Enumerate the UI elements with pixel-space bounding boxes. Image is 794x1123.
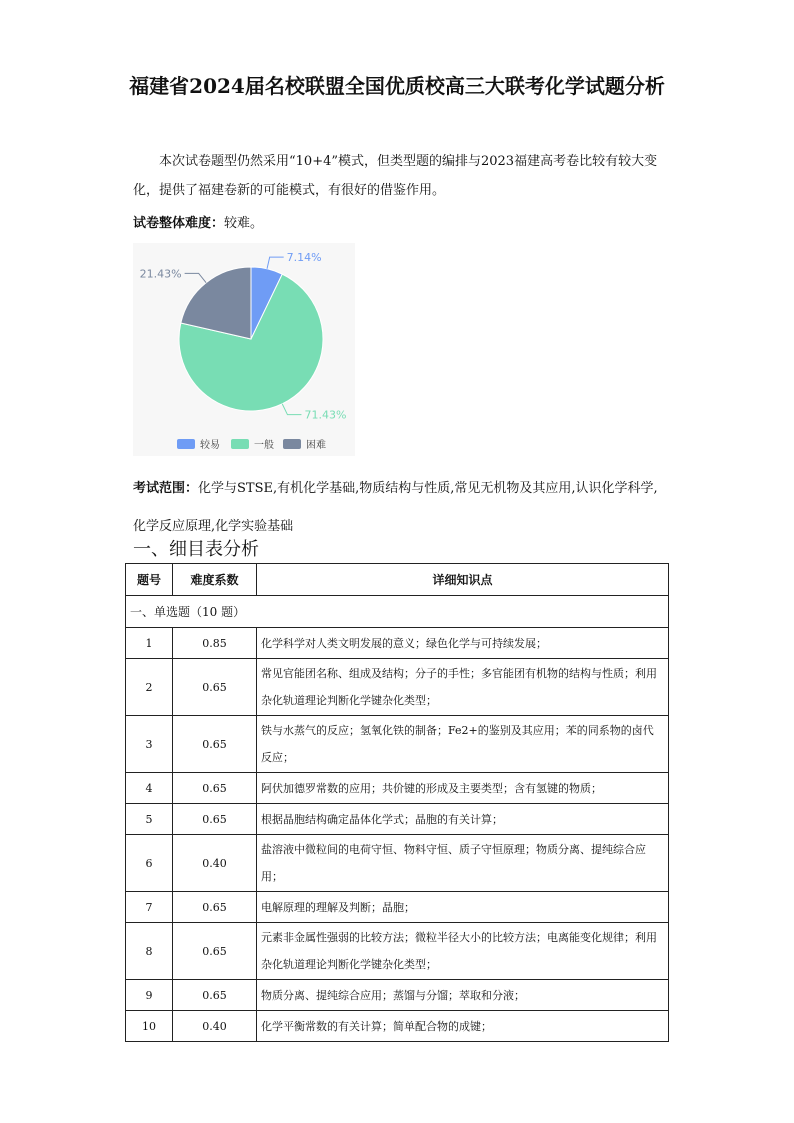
section-heading: 一、细目表分析: [133, 539, 259, 560]
pie-label-1: 71.43%: [304, 408, 347, 422]
row-coef: 0.65: [173, 659, 257, 716]
row-knowledge: 化学平衡常数的有关计算；简单配合物的成键；: [257, 1011, 669, 1042]
row-coef: 0.65: [173, 923, 257, 980]
difficulty-line: [133, 212, 263, 236]
row-coef: 0.65: [173, 773, 257, 804]
header-coef: 难度系数: [173, 564, 257, 596]
row-num: 9: [126, 980, 173, 1011]
row-num: 3: [126, 716, 173, 773]
row-knowledge: 根据晶胞结构确定晶体化学式；晶胞的有关计算；: [257, 804, 669, 835]
legend-label-0: 较易: [200, 440, 220, 451]
row-num: 6: [126, 835, 173, 892]
row-coef: 0.40: [173, 835, 257, 892]
pie-label-0: 7.14%: [286, 251, 322, 265]
row-knowledge: 元素非金属性强弱的比较方法；微粒半径大小的比较方法；电离能变化规律；利用杂化轨道理论判断化学键杂化类型；: [257, 923, 669, 980]
intro-paragraph: 本次试卷题型仍然采用“10+4”模式，但类型题的编排与2023福建高考卷比较有较大变化，提供了福建卷新的可能模式，有很好的借鉴作用。: [133, 154, 658, 198]
row-knowledge: 盐溶液中微粒间的电荷守恒、物料守恒、质子守恒原理；物质分离、提纯综合应用；: [257, 835, 669, 892]
row-num: 1: [126, 628, 173, 659]
row-coef: 0.65: [173, 804, 257, 835]
table-row: [126, 804, 669, 835]
row-knowledge: 电解原理的理解及判断；晶胞；: [257, 892, 669, 923]
group-label: 一、单选题（10 题）: [126, 596, 669, 628]
row-num: 2: [126, 659, 173, 716]
table-row: [126, 628, 669, 659]
table-row: [126, 659, 669, 716]
row-coef: 0.85: [173, 628, 257, 659]
legend-swatch-2: [283, 439, 301, 449]
row-num: 7: [126, 892, 173, 923]
row-knowledge: 阿伏加德罗常数的应用；共价键的形成及主要类型；含有氢键的物质；: [257, 773, 669, 804]
legend-label-2: 困难: [306, 440, 326, 451]
pie-leader-2: [185, 273, 206, 282]
row-coef: 0.65: [173, 716, 257, 773]
document-title: 福建省2024届名校联盟全国优质校高三大联考化学试题分析: [129, 74, 665, 98]
difficulty-label: 试卷整体难度：: [133, 216, 225, 231]
row-knowledge: 物质分离、提纯综合应用；蒸馏与分馏；萃取和分液；: [257, 980, 669, 1011]
row-num: 4: [126, 773, 173, 804]
row-knowledge: 常见官能团名称、组成及结构；分子的手性；多官能团有机物的结构与性质；利用杂化轨道理论判断化学键杂化类型；: [257, 659, 669, 716]
row-knowledge: 化学科学对人类文明发展的意义；绿色化学与可持续发展；: [257, 628, 669, 659]
row-num: 5: [126, 804, 173, 835]
table-row: [126, 892, 669, 923]
pie-chart: [133, 243, 355, 456]
scope-value: 化学与STSE,有机化学基础,物质结构与性质,常见无机物及其应用,认识化学科学,化学反应原理,化学实验基础: [133, 481, 658, 534]
table-header-row: [126, 564, 669, 596]
pie-label-2: 21.43%: [139, 267, 182, 281]
row-coef: 0.65: [173, 892, 257, 923]
table-row: [126, 1011, 669, 1042]
group-row: [126, 596, 669, 628]
detail-table: [125, 563, 669, 1042]
table-row: [126, 980, 669, 1011]
table-row: [126, 716, 669, 773]
pie-leader-1: [282, 404, 301, 415]
exam-scope: [133, 470, 665, 546]
row-num: 8: [126, 923, 173, 980]
scope-label: 考试范围：: [133, 481, 199, 496]
row-coef: 0.40: [173, 1011, 257, 1042]
table-row: [126, 923, 669, 980]
pie-chart-panel: [133, 243, 355, 456]
row-num: 10: [126, 1011, 173, 1042]
table-row: [126, 835, 669, 892]
header-knowledge: 详细知识点: [257, 564, 669, 596]
table-row: [126, 773, 669, 804]
row-coef: 0.65: [173, 980, 257, 1011]
pie-leader-0: [267, 257, 284, 269]
legend-swatch-1: [231, 439, 249, 449]
legend-label-1: 一般: [254, 440, 274, 451]
header-num: 题号: [126, 564, 173, 596]
difficulty-value: 较难。: [224, 216, 264, 231]
row-knowledge: 铁与水蒸气的反应；氢氧化铁的制备；Fe2+的鉴别及其应用；苯的同系物的卤代反应；: [257, 716, 669, 773]
legend-swatch-0: [177, 439, 195, 449]
